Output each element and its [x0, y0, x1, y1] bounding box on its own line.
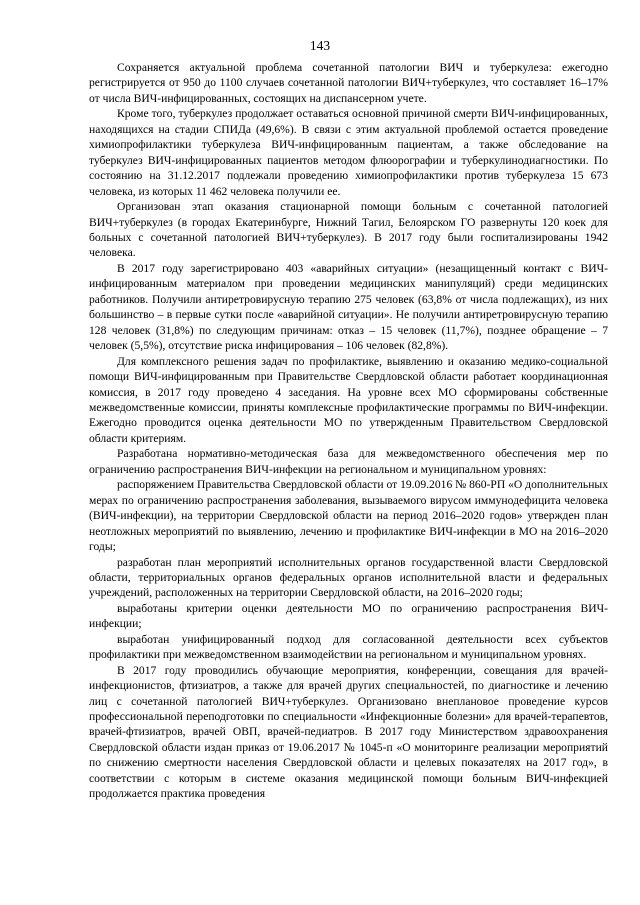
paragraph-government-order: распоряжением Правительства Свердловской области от 19.09.2016 № 860-РП «О дополнительных мерах по ограничению распространения заболевания, вызываемого вирусом иммунодефицита человека (ВИЧ-инфекции), на территории Свердловской области на период 2016–2020 годов» утвержден план неотложных мероприятий по выявлению, лечению и профилактике ВИЧ-инфекции в МО на 2016–2020 годы; [89, 478, 608, 554]
paragraph-inpatient-care: Организован этап оказания стационарной помощи больным с сочетанной патологией ВИЧ+туберкулез (в городах Екатеринбурге, Нижний Тагил, Белоярском ГО развернуты 120 коек для больных с сочетанной патологией ВИЧ+туберкулез). В 2017 году были госпитализированы 1942 человека. [89, 200, 608, 260]
paragraph-tb-hiv-comorbidity: Сохраняется актуальной проблема сочетанной патологии ВИЧ и туберкулеза: ежегодно регистрируется от 950 до 1100 случаев сочетанной патологии ВИЧ+туберкулез, что составляет 16–17% от числа ВИЧ-инфицированных, состоящих на диспансерном учете. [89, 61, 608, 105]
paragraph-emergency-situations: В 2017 году зарегистрировано 403 «аварийных ситуации» (незащищенный контакт с ВИЧ-инфицированным материалом при проведении медицинских манипуляций) среди медицинских работников. Получили антиретровирусную терапию 275 человек (63,8% от числа подлежащих), из них большинство – в первые сутки после «аварийной ситуации». Не получили антиретровирусную терапию 128 человек (31,8%) по следующим причинам: отказ – 15 человек (11,7%), позднее обращение – 7 человек (5,5%), отсутствие риска инфицирования – 106 человек (82,8%). [89, 261, 608, 353]
paragraph-unified-approach: выработан унифицированный подход для согласованной деятельности всех субъектов профилактики при межведомственном взаимодействии на региональном и муниципальном уровнях. [89, 632, 608, 662]
page-number: 143 [309, 38, 331, 53]
paragraph-tb-mortality: Кроме того, туберкулез продолжает оставаться основной причиной смерти ВИЧ-инфицированных, находящихся на стадии СПИДа (49,6%). В связи с этим актуальной проблемой остается проведение химиопрофилактики туберкулеза ВИЧ-инфицированным пациентам, а также обследование на туберкулез ВИЧ-инфицированных пациентов методом флюорографии и туберкулинодиагностики. По состоянию на 31.12.2017 подлежали проведению химиопрофилактики против туберкулеза 15 673 человека, из которых 11 462 человека получили ее. [89, 107, 608, 198]
page-body [89, 60, 608, 802]
paragraph-training-events: В 2017 году проводились обучающие мероприятия, конференции, совещания для врачей-инфекционистов, фтизиатров, а также для врачей других специальностей, по диагностике и лечению лиц с сочетанной патологией ВИЧ+туберкулез. Организовано внеплановое проведение курсов профессиональной переподготовки по специальности «Инфекционные болезни» для врачей-терапевтов, врачей-фтизиатров, врачей ОВП, врачей-педиатров. В 2017 году Министерством здравоохранения Свердловской области издан приказ от 19.06.2017 № 1045-п «О мониторинге реализации мероприятий по снижению смертности населения Свердловской области и целевых показателях на 2017 год», в соответствии с которым в системе оказания медицинской помощи больным ВИЧ-инфекцией продолжается практика проведения [89, 663, 608, 801]
paragraph-evaluation-criteria: выработаны критерии оценки деятельности МО по ограничению распространения ВИЧ-инфекции; [89, 601, 608, 631]
paragraph-action-plan: разработан план мероприятий исполнительных органов государственной власти Свердловской области, территориальных органов федеральных органов исполнительной власти и федеральных учреждений, расположенных на территории Свердловской области, на 2016–2020 годы; [89, 555, 608, 600]
paragraph-coordination-commission: Для комплексного решения задач по профилактике, выявлению и оказанию медико-социальной помощи ВИЧ-инфицированным при Правительстве Свердловской области работает координационная комиссия, в 2017 году проведено 4 заседания. На уровне всех МО сформированы собственные межведомственные комиссии, приняты комплексные профилактические программы по ВИЧ-инфекции. Ежегодно проводится оценка деятельности МО по утвержденным Правительством Свердловской области критериям. [89, 354, 608, 445]
paragraph-regulatory-base: Разработана нормативно-методическая база для межведомственного обеспечения мер по ограничению распространения ВИЧ-инфекции на региональном и муниципальном уровнях: [89, 447, 608, 476]
